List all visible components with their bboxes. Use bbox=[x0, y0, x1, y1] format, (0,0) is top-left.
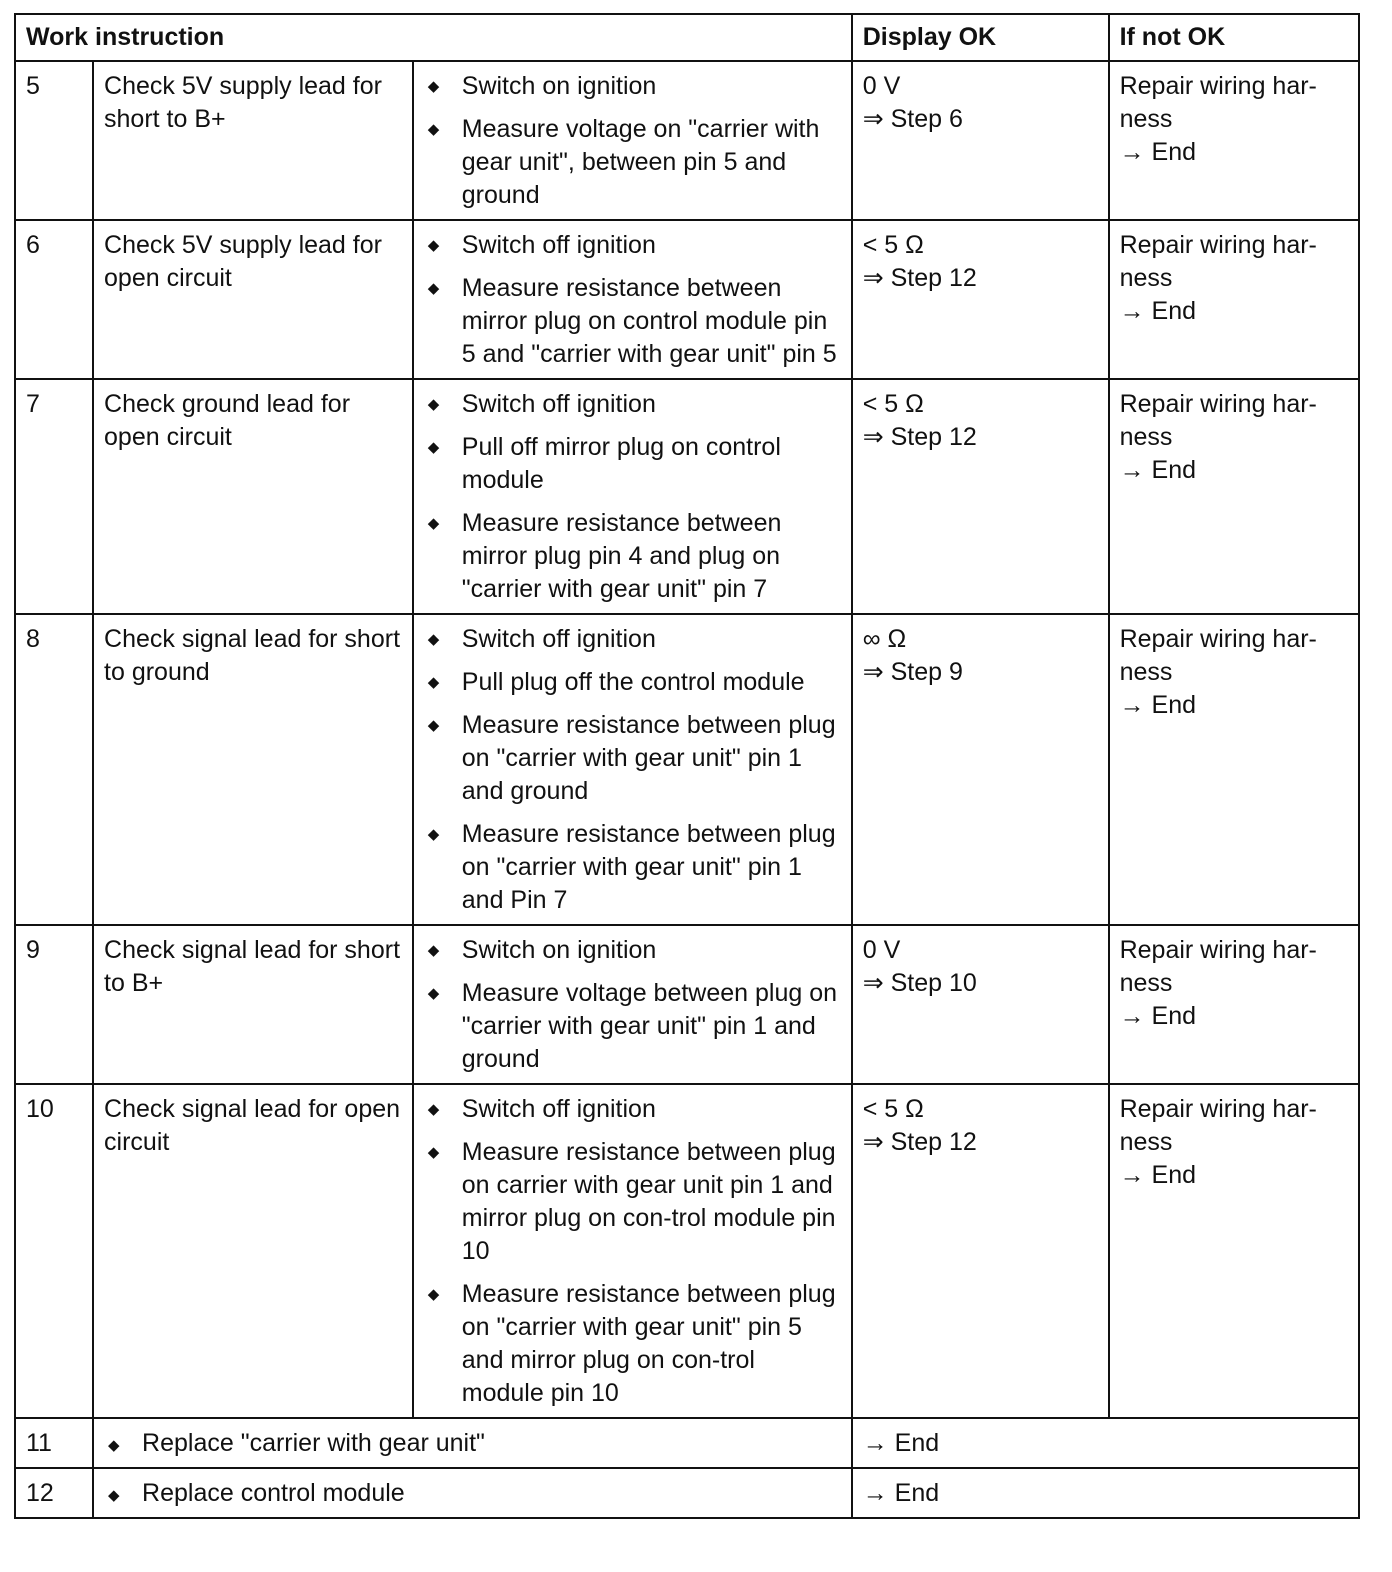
action-item: ◆ Replace "carrier with gear unit" bbox=[104, 1429, 485, 1457]
action-item: ◆ Measure resistance between plug on carrier with gear unit pin 1 and mirror plug on con-trol module pin 10 bbox=[424, 1136, 841, 1268]
ok-next-step: ⇒ Step 12 bbox=[862, 1128, 977, 1156]
step-description: Check 5V supply lead for open circuit bbox=[93, 220, 413, 379]
not-ok-next: → End bbox=[1119, 456, 1197, 484]
step-actions bbox=[413, 220, 852, 379]
step-description: Check ground lead for open circuit bbox=[93, 379, 413, 614]
action-item: ◆ Measure resistance between mirror plug on control module pin 5 and "carrier with gear unit" pin 5 bbox=[424, 272, 841, 371]
not-ok-action: Repair wiring har-ness bbox=[1119, 936, 1317, 997]
not-ok-next: → End bbox=[1119, 1002, 1197, 1030]
ok-next-step: ⇒ Step 10 bbox=[862, 969, 977, 997]
ok-value: 0 V bbox=[862, 936, 901, 964]
action-item: ◆ Switch off ignition bbox=[424, 388, 841, 421]
table-row bbox=[15, 379, 1359, 614]
action-list bbox=[424, 229, 841, 371]
step-description: Check signal lead for short to ground bbox=[93, 614, 413, 925]
table-row bbox=[15, 925, 1359, 1084]
action-item: ◆ Measure voltage on "carrier with gear unit", between pin 5 and ground bbox=[424, 113, 841, 212]
action-list bbox=[424, 934, 841, 1076]
table-row bbox=[15, 1468, 1359, 1518]
not-ok-next: → End bbox=[1119, 691, 1197, 719]
not-ok-action: Repair wiring har-ness bbox=[1119, 625, 1317, 686]
action-list bbox=[424, 388, 841, 606]
header-work-instruction: Work instruction bbox=[15, 14, 852, 61]
action-list bbox=[424, 1093, 841, 1410]
not-ok-next: → End bbox=[1119, 297, 1197, 325]
step-actions bbox=[413, 61, 852, 220]
action-item: ◆ Pull off mirror plug on control module bbox=[424, 431, 841, 497]
display-ok-cell bbox=[852, 379, 1109, 614]
step-result: → End bbox=[852, 1468, 1359, 1518]
step-actions bbox=[413, 925, 852, 1084]
not-ok-action: Repair wiring har-ness bbox=[1119, 72, 1317, 133]
action-item: ◆ Measure resistance between mirror plug pin 4 and plug on "carrier with gear unit" pin 7 bbox=[424, 507, 841, 606]
action-item: ◆ Measure resistance between plug on "carrier with gear unit" pin 5 and mirror plug on con-trol module pin 10 bbox=[424, 1278, 841, 1410]
step-description: Check signal lead for short to B+ bbox=[93, 925, 413, 1084]
not-ok-next: → End bbox=[1119, 138, 1197, 166]
action-item: ◆ Switch on ignition bbox=[424, 934, 841, 967]
if-not-ok-cell bbox=[1109, 614, 1359, 925]
display-ok-cell bbox=[852, 614, 1109, 925]
step-actions bbox=[413, 614, 852, 925]
step-number: 9 bbox=[15, 925, 93, 1084]
action-item: ◆ Switch on ignition bbox=[424, 70, 841, 103]
action-list bbox=[424, 70, 841, 212]
ok-value: ∞ Ω bbox=[862, 625, 907, 653]
action-item: ◆ Pull plug off the control module bbox=[424, 666, 841, 699]
ok-next-step: ⇒ Step 12 bbox=[862, 264, 977, 292]
display-ok-cell bbox=[852, 1084, 1109, 1418]
step-number: 7 bbox=[15, 379, 93, 614]
action-item: ◆ Switch off ignition bbox=[424, 1093, 841, 1126]
ok-value: < 5 Ω bbox=[862, 231, 924, 259]
step-number: 8 bbox=[15, 614, 93, 925]
not-ok-next: → End bbox=[1119, 1161, 1197, 1189]
not-ok-action: Repair wiring har-ness bbox=[1119, 390, 1317, 451]
display-ok-cell bbox=[852, 220, 1109, 379]
step-description: Check 5V supply lead for short to B+ bbox=[93, 61, 413, 220]
header-if-not-ok: If not OK bbox=[1109, 14, 1359, 61]
ok-next-step: ⇒ Step 9 bbox=[862, 658, 963, 686]
work-instruction-table bbox=[14, 13, 1360, 1519]
step-actions bbox=[413, 1084, 852, 1418]
table-row bbox=[15, 614, 1359, 925]
display-ok-cell bbox=[852, 61, 1109, 220]
table-row bbox=[15, 220, 1359, 379]
ok-value: < 5 Ω bbox=[862, 390, 924, 418]
step-number: 5 bbox=[15, 61, 93, 220]
action-item: ◆ Measure resistance between plug on "carrier with gear unit" pin 1 and ground bbox=[424, 709, 841, 808]
action-item: ◆ Replace control module bbox=[104, 1479, 405, 1507]
action-list bbox=[424, 623, 841, 917]
if-not-ok-cell bbox=[1109, 1084, 1359, 1418]
if-not-ok-cell bbox=[1109, 925, 1359, 1084]
if-not-ok-cell bbox=[1109, 61, 1359, 220]
step-instruction bbox=[93, 1468, 852, 1518]
if-not-ok-cell bbox=[1109, 379, 1359, 614]
not-ok-action: Repair wiring har-ness bbox=[1119, 231, 1317, 292]
step-actions bbox=[413, 379, 852, 614]
step-description: Check signal lead for open circuit bbox=[93, 1084, 413, 1418]
if-not-ok-cell bbox=[1109, 220, 1359, 379]
not-ok-action: Repair wiring har-ness bbox=[1119, 1095, 1317, 1156]
header-row bbox=[15, 14, 1359, 61]
action-item: ◆ Switch off ignition bbox=[424, 229, 841, 262]
display-ok-cell bbox=[852, 925, 1109, 1084]
step-result: → End bbox=[852, 1418, 1359, 1468]
ok-next-step: ⇒ Step 6 bbox=[862, 105, 963, 133]
step-number: 10 bbox=[15, 1084, 93, 1418]
table-row bbox=[15, 1418, 1359, 1468]
step-number: 12 bbox=[15, 1468, 93, 1518]
header-display-ok: Display OK bbox=[852, 14, 1109, 61]
ok-value: 0 V bbox=[862, 72, 901, 100]
action-item: ◆ Measure resistance between plug on "carrier with gear unit" pin 1 and Pin 7 bbox=[424, 818, 841, 917]
step-number: 6 bbox=[15, 220, 93, 379]
ok-next-step: ⇒ Step 12 bbox=[862, 423, 977, 451]
ok-value: < 5 Ω bbox=[862, 1095, 924, 1123]
action-item: ◆ Measure voltage between plug on "carrier with gear unit" pin 1 and ground bbox=[424, 977, 841, 1076]
step-instruction bbox=[93, 1418, 852, 1468]
step-number: 11 bbox=[15, 1418, 93, 1468]
table-row bbox=[15, 61, 1359, 220]
action-item: ◆ Switch off ignition bbox=[424, 623, 841, 656]
table-row bbox=[15, 1084, 1359, 1418]
